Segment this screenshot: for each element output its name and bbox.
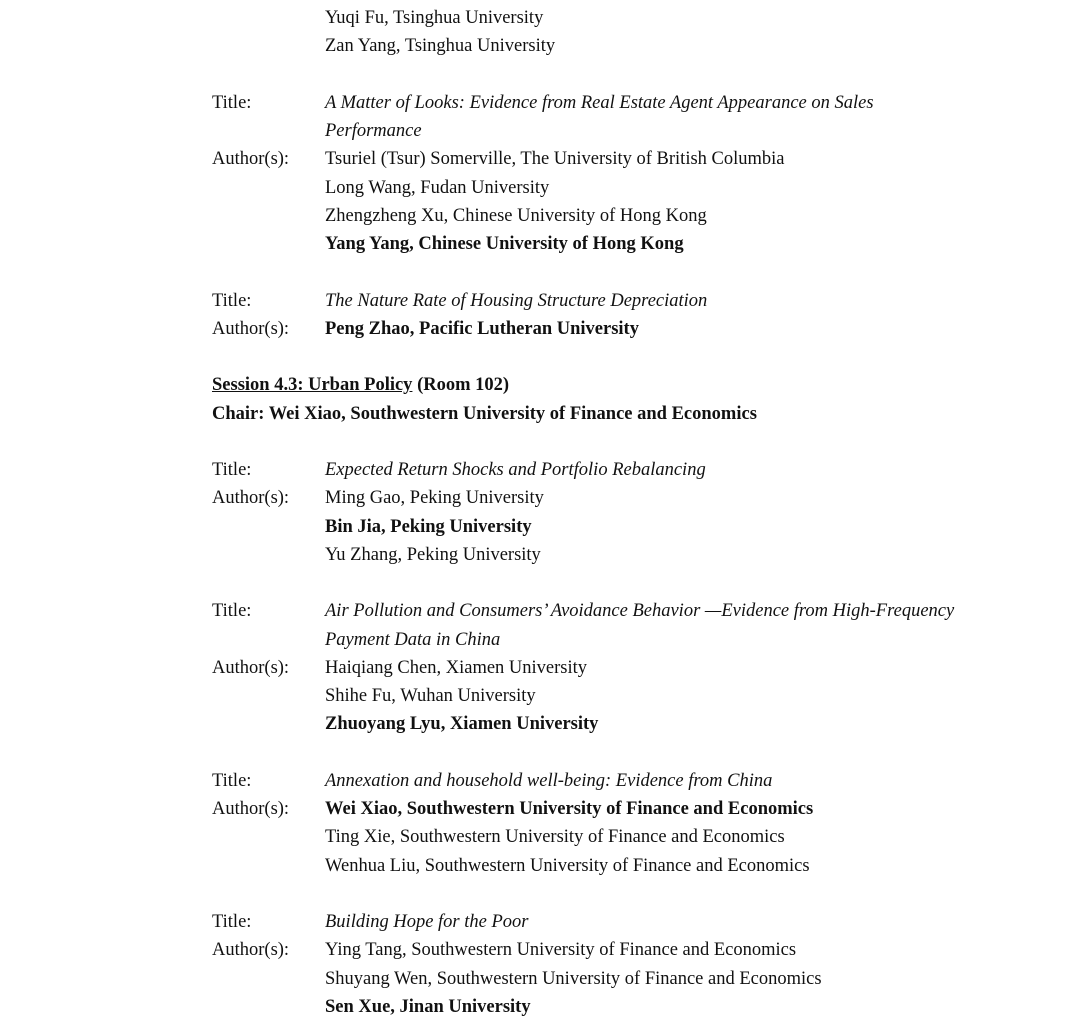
author-name: Zan Yang, Tsinghua University	[325, 36, 556, 57]
presenter-name: Wei Xiao, Southwestern University of Finance and Economics	[325, 799, 814, 819]
author-name: Shuyang Wen, Southwestern University of Finance and Economics	[325, 968, 822, 989]
presenter-name: Bin Jia, Peking University	[325, 516, 532, 537]
authors-label: Author(s):	[212, 149, 290, 170]
paper-title: A Matter of Looks: Evidence from Real Estate Agent Appearance on Sales	[325, 92, 874, 113]
title-label: Title:	[212, 92, 252, 113]
paper-title: Air Pollution and Consumers’ Avoidance Behavior —Evidence from High-Frequency	[325, 601, 955, 622]
session-title: Session 4.3: Urban Policy	[212, 375, 413, 396]
session-chair: Chair: Wei Xiao, Southwestern University of Finance and Economics	[212, 403, 757, 424]
author-name: Tsuriel (Tsur) Somerville, The University of British Columbia	[325, 149, 785, 170]
paper-title: The Nature Rate of Housing Structure Depreciation	[325, 290, 708, 311]
author-name: Yuqi Fu, Tsinghua University	[325, 8, 544, 28]
presenter-name: Zhuoyang Lyu, Xiamen University	[325, 714, 599, 735]
paper-title: Performance	[325, 121, 422, 141]
title-label: Title:	[212, 290, 252, 311]
paper-title: Expected Return Shocks and Portfolio Rebalancing	[325, 460, 706, 480]
author-name: Wenhua Liu, Southwestern University of Finance and Economics	[325, 855, 810, 876]
authors-label: Author(s):	[212, 318, 290, 339]
presenter-name: Yang Yang, Chinese University of Hong Kong	[325, 234, 684, 254]
presenter-name: Sen Xue, Jinan University	[325, 996, 531, 1017]
title-label: Title:	[212, 912, 252, 932]
author-name: Yu Zhang, Peking University	[325, 544, 541, 565]
authors-label: Author(s):	[212, 488, 290, 509]
author-name: Ming Gao, Peking University	[325, 488, 544, 509]
author-name: Ting Xie, Southwestern University of Finance and Economics	[325, 827, 785, 848]
authors-label: Author(s):	[212, 657, 290, 678]
paper-title: Annexation and household well-being: Evidence from China	[325, 770, 773, 791]
title-label: Title:	[212, 460, 252, 480]
author-name: Ying Tang, Southwestern University of Finance and Economics	[325, 940, 797, 961]
presenter-name: Peng Zhao, Pacific Lutheran University	[325, 318, 639, 339]
authors-label: Author(s):	[212, 940, 290, 961]
title-label: Title:	[212, 770, 252, 791]
author-name: Long Wang, Fudan University	[325, 177, 550, 198]
title-label: Title:	[212, 601, 252, 622]
session-heading	[212, 371, 509, 399]
author-name: Zhengzheng Xu, Chinese University of Hong Kong	[325, 205, 707, 226]
paper-title: Payment Data in China	[325, 629, 501, 650]
authors-label: Author(s):	[212, 799, 290, 819]
author-name: Haiqiang Chen, Xiamen University	[325, 657, 588, 678]
author-name: Shihe Fu, Wuhan University	[325, 686, 536, 706]
session-room: (Room 102)	[412, 375, 510, 396]
paper-title: Building Hope for the Poor	[325, 912, 529, 932]
